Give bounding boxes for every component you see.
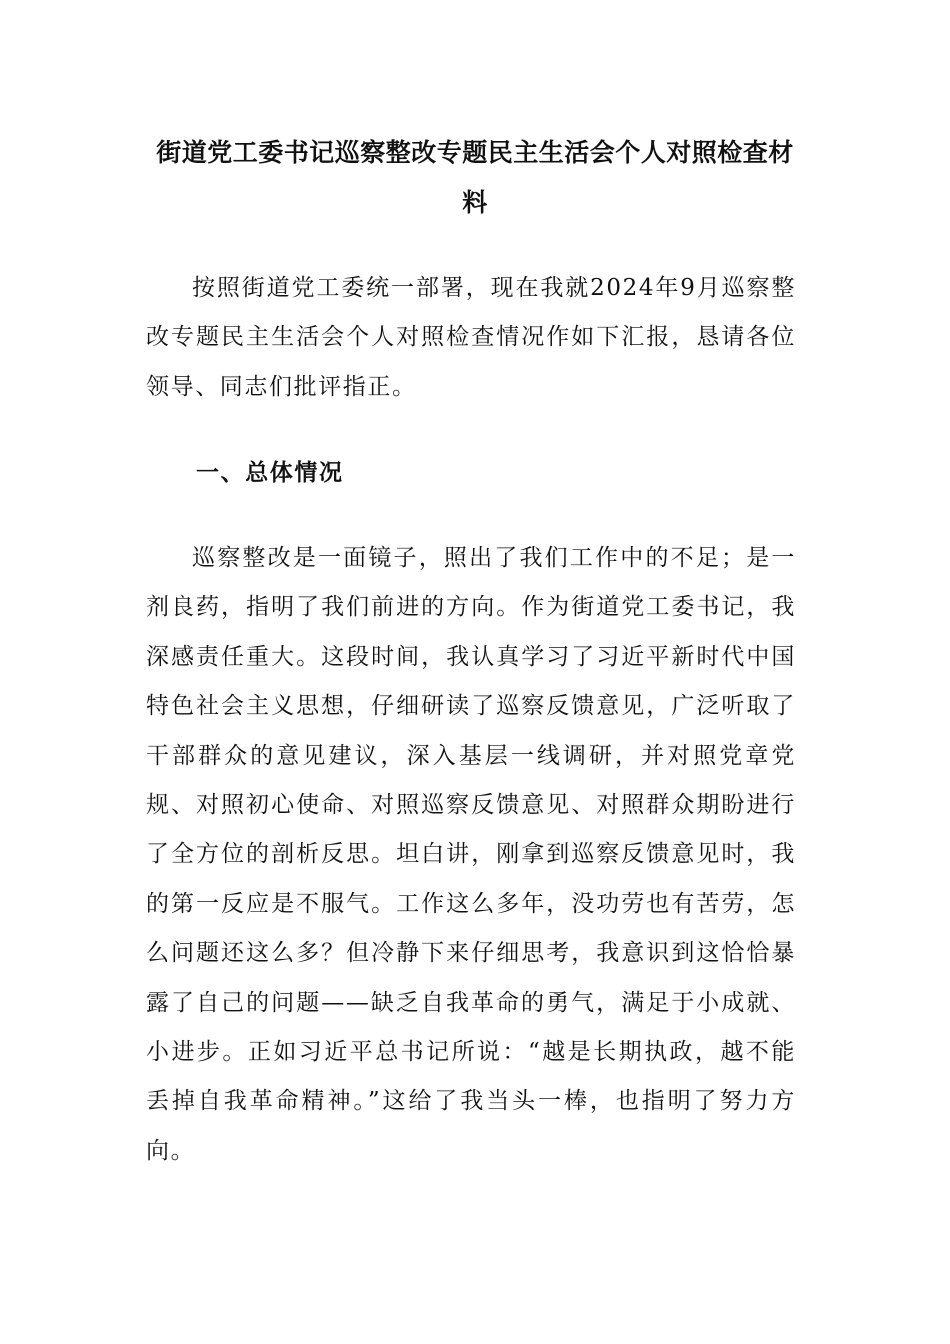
document-title: 街道党工委书记巡察整改专题民主生活会个人对照检查材料 (156, 138, 794, 217)
intro-paragraph: 按照街道党工委统一部署，现在我就2024年9月巡察整改专题民主生活会个人对照检查情况作如下汇报，恳请各位领导、同志们批评指正。 (146, 275, 796, 400)
section-heading-overall: 一、总体情况 (196, 459, 344, 486)
section-paragraph-overall: 巡察整改是一面镜子，照出了我们工作中的不足；是一剂良药，指明了我们前进的方向。作为街道党工委书记，我深感责任重大。这段时间，我认真学习了习近平新时代中国特色社会主义思想，仔细研读了巡察反馈意见，广泛听取了干部群众的意见建议，深入基层一线调研，并对照党章党规、对照初心使命、对照巡察反馈意见、对照群众期盼进行了全方位的剖析反思。坦白讲，刚拿到巡察反馈意见时，我的第一反应是不服气。工作这么多年，没功劳也有苦劳，怎么问题还这么多？但冷静下来仔细思考，我意识到这恰恰暴露了自己的问题——缺乏自我革命的勇气，满足于小成就、小进步。正如习近平总书记所说：“越是长期执政，越不能丢掉自我革命精神。”这给了我当头一棒，也指明了努力方向。 (146, 545, 796, 1164)
